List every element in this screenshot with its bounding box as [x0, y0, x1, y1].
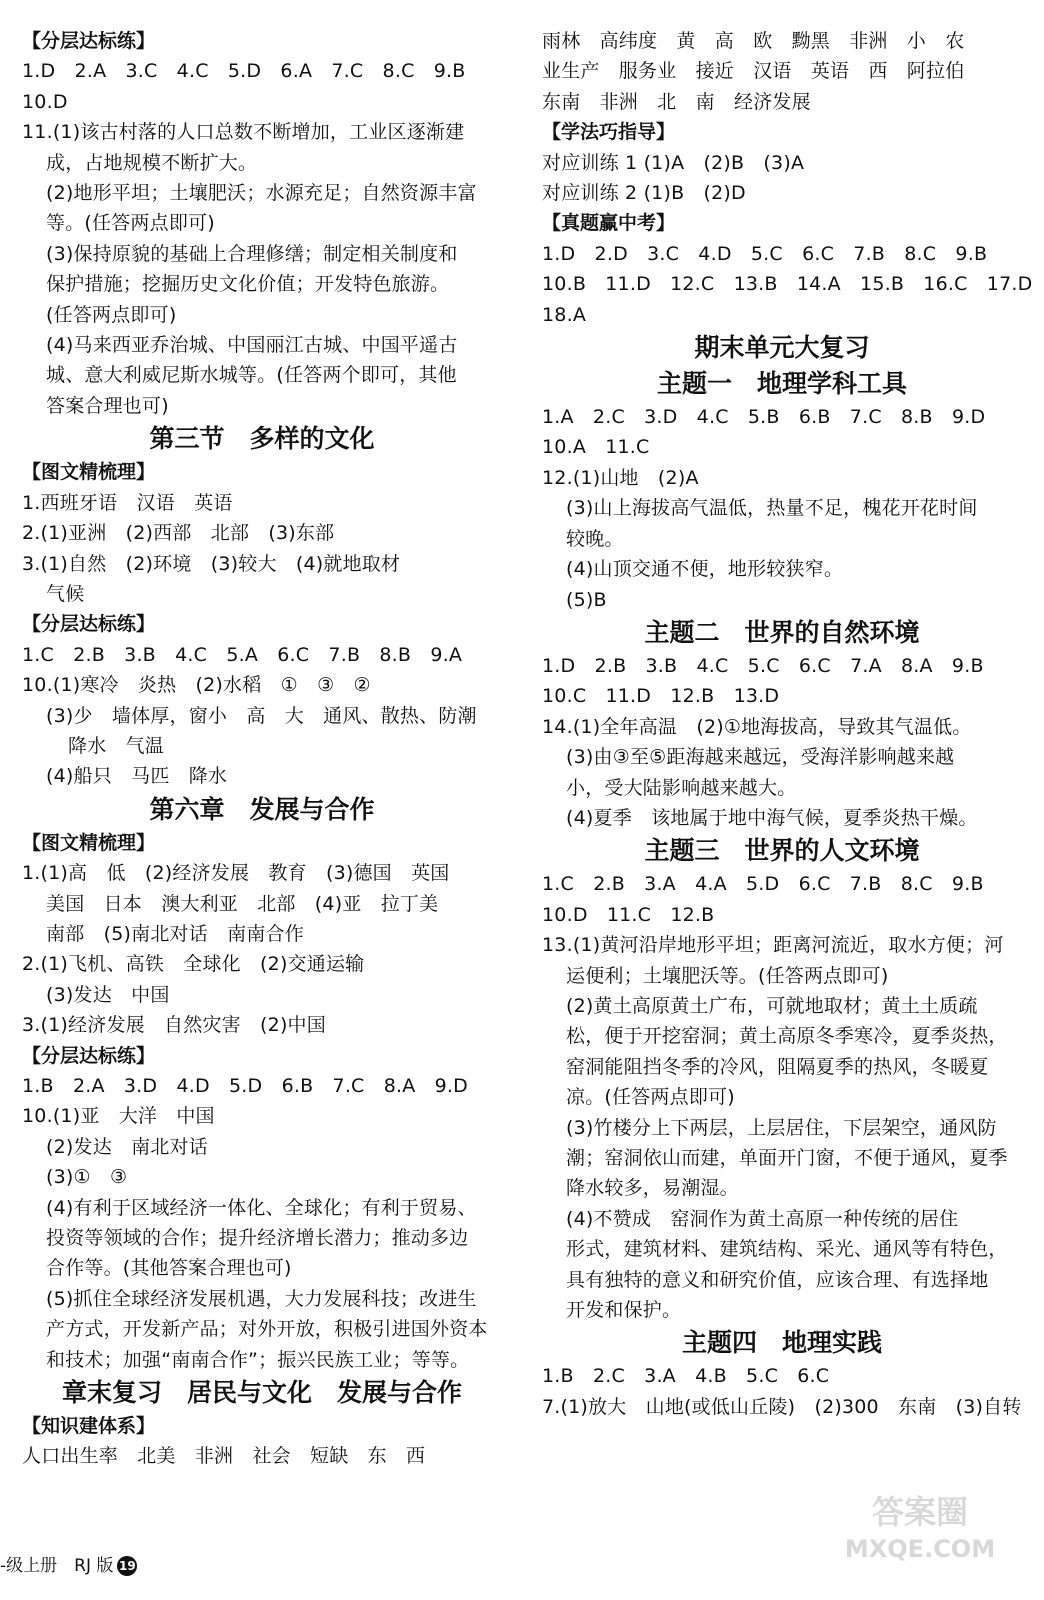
- answer-line: (3)山上海拔高气温低，热量不足，槐花开花时间: [566, 497, 978, 520]
- answer-line: 产方式，开发新产品；对外开放，积极引进国外资本: [46, 1318, 488, 1341]
- answer-line: 窑洞能阻挡冬季的冷风，阻隔夏季的热风，冬暖夏: [566, 1055, 989, 1078]
- section-title: 主题二 世界的自然环境: [644, 617, 920, 647]
- left-column: [22, 26, 502, 1472]
- section-title: 主题三 世界的人文环境: [644, 836, 920, 866]
- answer-line: (3)① ③: [46, 1166, 128, 1189]
- answer-line: 10.(1)寒冷 炎热 (2)水稻 ① ③ ②: [22, 674, 371, 697]
- answer-line: 1.A 2.C 3.D 4.C 5.B 6.B 7.C 8.B 9.D: [542, 406, 986, 429]
- answer-line: 11.(1)该古村落的人口总数不断增加，工业区逐渐建: [22, 121, 465, 144]
- answer-line: 运便利；土壤肥沃等。(任答两点即可): [566, 964, 889, 987]
- answer-line: (3)保持原貌的基础上合理修缮；制定相关制度和: [46, 242, 458, 265]
- answer-line: 10.B 11.D 12.C 13.B 14.A 15.B 16.C 17.D: [542, 273, 1033, 296]
- answer-line: 7.(1)放大 山地(或低山丘陵) (2)300 东南 (3)自转: [542, 1395, 1022, 1418]
- answer-line: 10.C 11.D 12.B 13.D: [542, 685, 780, 708]
- section-title: 期末单元大复习: [694, 333, 870, 363]
- answer-line: 1.B 2.C 3.A 4.B 5.C 6.C: [542, 1365, 830, 1388]
- page-footer: [0, 1554, 137, 1578]
- answer-line: 1.D 2.A 3.C 4.C 5.D 6.A 7.C 8.C 9.B: [22, 60, 466, 83]
- answer-line: 形式，建筑材料、建筑结构、采光、通风等有特色，: [566, 1238, 1008, 1261]
- answer-line: 美国 日本 澳大利亚 北部 (4)亚 拉丁美: [46, 892, 439, 915]
- section-heading: 【学法巧指导】: [542, 121, 676, 144]
- answer-line: 1.C 2.B 3.A 4.A 5.D 6.C 7.B 8.C 9.B: [542, 873, 984, 896]
- answer-line: (4)山顶交通不便，地形较狭窄。: [566, 558, 844, 581]
- answer-line: 合作等。(其他答案合理也可): [46, 1257, 292, 1280]
- answer-line: (4)马来西亚乔治城、中国丽江古城、中国平遥古: [46, 334, 458, 357]
- section-heading: 【分层达标练】: [22, 30, 156, 52]
- section-heading: 【图文精梳理】: [22, 461, 156, 484]
- answer-line: 10.D: [22, 90, 68, 113]
- answer-line: 开发和保护。: [566, 1299, 682, 1322]
- answer-line: (5)B: [566, 588, 607, 611]
- answer-line: (5)抓住全球经济发展机遇，大力发展科技；改进生: [46, 1287, 477, 1310]
- answer-line: 等。(任答两点即可): [46, 212, 215, 235]
- page-number-badge: 19: [117, 1556, 137, 1576]
- answer-line: 雨林 高纬度 黄 高 欧 黝黑 非洲 小 农: [542, 30, 965, 52]
- answer-line: 1.西班牙语 汉语 英语: [22, 491, 233, 514]
- answer-line: 东南 非洲 北 南 经济发展: [542, 90, 811, 113]
- section-title: 章末复习 居民与文化 发展与合作: [61, 1378, 462, 1408]
- right-column: [542, 26, 1033, 1422]
- answer-line: 10.A 11.C: [542, 436, 650, 459]
- answer-line: 南部 (5)南北对话 南南合作: [46, 922, 304, 945]
- answer-line: 1.D 2.B 3.B 4.C 5.C 6.C 7.A 8.A 9.B: [542, 654, 984, 677]
- answer-line: 10.D 11.C 12.B: [542, 903, 715, 926]
- answer-line: 和技术；加强“南南合作”；振兴民族工业；等等。: [46, 1348, 470, 1371]
- answer-line: (2)发达 南北对话: [46, 1135, 208, 1158]
- answer-line: (2)地形平坦；土壤肥沃；水源充足；自然资源丰富: [46, 182, 477, 205]
- answer-line: 对应训练 2 (1)B (2)D: [542, 182, 746, 205]
- section-title: 第六章 发展与合作: [149, 794, 375, 824]
- answer-line: (3)少 墙体厚，窗小 高 大 通风、散热、防潮: [46, 704, 477, 727]
- section-heading: 【分层达标练】: [22, 613, 156, 636]
- answer-line: 2.(1)亚洲 (2)西部 北部 (3)东部: [22, 522, 335, 545]
- section-heading: 【真题赢中考】: [542, 212, 676, 235]
- answer-line: 凉。(任答两点即可): [566, 1086, 735, 1109]
- answer-line: (4)不赞成 窑洞作为黄土高原一种传统的居住: [566, 1207, 959, 1230]
- answer-line: 3.(1)经济发展 自然灾害 (2)中国: [22, 1014, 326, 1037]
- watermark-line-2: MXQE.COM: [844, 1535, 996, 1563]
- answer-line: 10.(1)亚 大洋 中国: [22, 1105, 215, 1128]
- answer-line: 降水 气温: [68, 734, 165, 757]
- answer-line: 2.(1)飞机、高铁 全球化 (2)交通运输: [22, 953, 365, 976]
- answer-line: 1.(1)高 低 (2)经济发展 教育 (3)德国 英国: [22, 862, 450, 885]
- answer-line: 18.A: [542, 303, 587, 326]
- section-heading: 【图文精梳理】: [22, 831, 156, 854]
- watermark-line-1: 答案圈: [871, 1493, 968, 1531]
- answer-line: 小，受大陆影响越来越大。: [566, 776, 797, 799]
- answer-line: (4)夏季 该地属于地中海气候，夏季炎热干燥。: [566, 806, 978, 829]
- footer-text: -级上册 RJ 版: [0, 1556, 114, 1576]
- answer-line: 业生产 服务业 接近 汉语 英语 西 阿拉伯: [542, 60, 965, 83]
- answer-line: 1.D 2.D 3.C 4.D 5.C 6.C 7.B 8.C 9.B: [542, 242, 988, 265]
- section-title: 主题四 地理实践: [681, 1328, 882, 1358]
- answer-line: (任答两点即可): [46, 303, 177, 326]
- answer-line: 14.(1)全年高温 (2)①地海拔高，导致其气温低。: [542, 715, 972, 738]
- answer-line: (4)船只 马匹 降水: [46, 765, 228, 788]
- answer-line: 1.B 2.A 3.D 4.D 5.D 6.B 7.C 8.A 9.D: [22, 1075, 469, 1097]
- section-heading: 【分层达标练】: [22, 1044, 156, 1067]
- section-title: 主题一 地理学科工具: [656, 369, 907, 399]
- answer-line: 3.(1)自然 (2)环境 (3)较大 (4)就地取材: [22, 552, 401, 575]
- answer-line: 12.(1)山地 (2)A: [542, 466, 699, 489]
- answer-line: (3)竹楼分上下两层，上层居住，下层架空，通风防: [566, 1116, 997, 1139]
- answer-line: 1.C 2.B 3.B 4.C 5.A 6.C 7.B 8.B 9.A: [22, 643, 463, 666]
- answer-line: 较晚。: [566, 527, 624, 550]
- answer-line: 成，占地规模不断扩大。: [46, 151, 258, 174]
- answer-line: 降水较多，易潮湿。: [566, 1177, 739, 1200]
- section-title: 第三节 多样的文化: [149, 424, 375, 454]
- answer-line: (3)发达 中国: [46, 983, 170, 1006]
- watermark-logo: [820, 1490, 1020, 1590]
- answer-line: 人口出生率 北美 非洲 社会 短缺 东 西: [22, 1445, 426, 1468]
- answer-line: 13.(1)黄河沿岸地形平坦；距离河流近，取水方便；河: [542, 934, 1004, 957]
- answer-line: 气候: [46, 582, 85, 605]
- answer-line: 对应训练 1 (1)A (2)B (3)A: [542, 151, 805, 174]
- answer-line: 城、意大利威尼斯水城等。(任答两个即可，其他: [46, 364, 457, 387]
- section-heading: 【知识建体系】: [22, 1415, 156, 1438]
- answer-line: 投资等领域的合作；提升经济增长潜力；推动多边: [46, 1227, 469, 1250]
- answer-line: (3)由③至⑤距海越来越远，受海洋影响越来越: [566, 746, 955, 769]
- answer-line: 松，便于开挖窑洞；黄土高原冬季寒冷，夏季炎热，: [566, 1025, 1008, 1048]
- answer-line: 具有独特的意义和研究价值，应该合理、有选择地: [566, 1268, 989, 1291]
- answer-line: (4)有利于区域经济一体化、全球化；有利于贸易、: [46, 1196, 477, 1219]
- answer-line: 保护措施；挖掘历史文化价值；开发特色旅游。: [46, 273, 450, 296]
- answer-line: (2)黄土高原黄土广布，可就地取材；黄土土质疏: [566, 994, 978, 1017]
- answer-line: 答案合理也可): [46, 394, 169, 417]
- answer-line: 潮；窑洞依山而建，单面开门窗，不便于通风，夏季: [566, 1147, 1008, 1169]
